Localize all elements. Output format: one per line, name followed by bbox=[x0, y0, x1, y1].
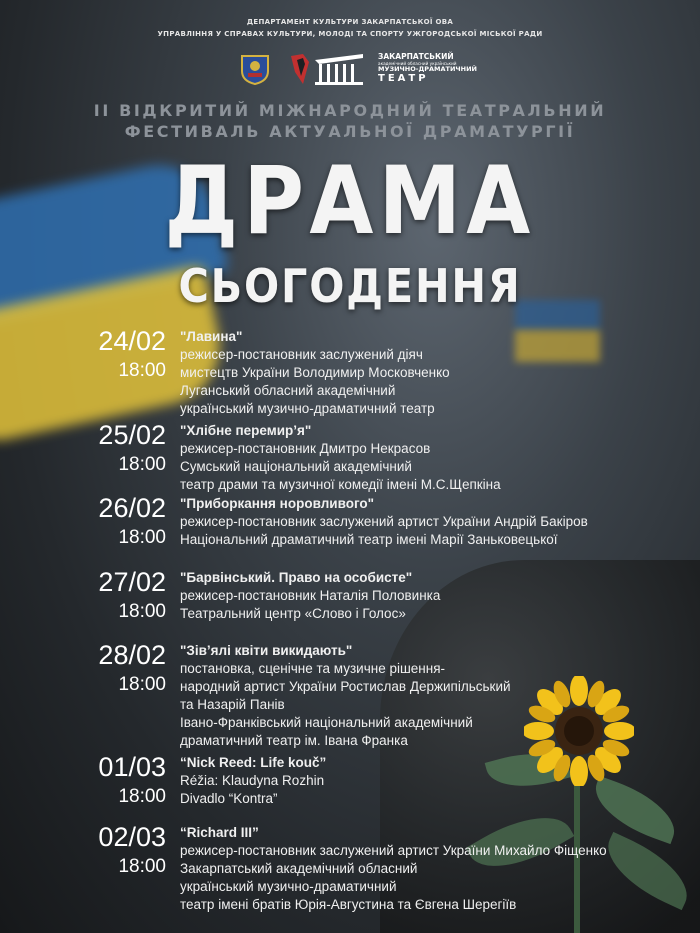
festival-line2: ФЕСТИВАЛЬ АКТУАЛЬНОЇ ДРАМАТУРГІЇ bbox=[124, 122, 576, 141]
organizer-header bbox=[0, 16, 700, 40]
event-detail-line: постановка, сценічне та музичне рішення- bbox=[180, 661, 446, 676]
event-details bbox=[180, 824, 690, 914]
theatre-logo-line2: академічний обласний український bbox=[378, 61, 457, 66]
theatre-logo-line3: МУЗИЧНО-ДРАМАТИЧНИЙ bbox=[378, 65, 477, 73]
event-title: “Nick Reed: Life kouč” bbox=[180, 755, 327, 770]
theatre-logo-line4: ТЕАТР bbox=[378, 73, 429, 84]
event-detail-line: Івано-Франківський національний академічний bbox=[180, 715, 473, 730]
event-date: 01/03 bbox=[98, 752, 166, 782]
event-detail-line: український музично-драматичний bbox=[180, 879, 397, 894]
event-details bbox=[180, 495, 690, 549]
event-detail-line: народний артист України Ростислав Держипільський bbox=[180, 679, 511, 694]
festival-line1: ІІ ВІДКРИТИЙ МІЖНАРОДНИЙ ТЕАТРАЛЬНИЙ bbox=[93, 101, 607, 120]
title-word-drama: ДРАМА bbox=[164, 147, 536, 256]
logo-row bbox=[0, 50, 700, 90]
theatre-logo-line1: ЗАКАРПАТСЬКИЙ bbox=[378, 52, 454, 61]
event-detail-line: режисер-постановник заслужений артист України Андрій Бакіров bbox=[180, 514, 588, 529]
event-time: 18:00 bbox=[118, 601, 166, 622]
event-details bbox=[180, 328, 690, 418]
event-time: 18:00 bbox=[118, 856, 166, 877]
event-date: 25/02 bbox=[98, 420, 166, 450]
event-detail-line: театр імені братів Юрія-Августина та Євгена Шерегіїв bbox=[180, 897, 517, 912]
event-title: "Лавина" bbox=[180, 329, 243, 344]
event-date: 02/03 bbox=[98, 822, 166, 852]
event-detail-line: та Назарій Панів bbox=[180, 697, 285, 712]
event-detail-line: театр драми та музичної комедії імені М.С.Щепкіна bbox=[180, 477, 501, 492]
event-detail-line: Сумський національний академічний bbox=[180, 459, 412, 474]
event-detail-line: Закарпатський академічний обласний bbox=[180, 861, 418, 876]
event-detail-line: Réžia: Klaudyna Rozhin bbox=[180, 773, 325, 788]
event-detail-line: мистецтв України Володимир Московченко bbox=[180, 365, 450, 380]
event-title: "Приборкання норовливого" bbox=[180, 496, 375, 511]
event-title: "Барвінський. Право на особисте" bbox=[180, 570, 413, 585]
event-detail-line: драматичний театр ім. Івана Франка bbox=[180, 733, 408, 748]
theatre-logo-text bbox=[378, 53, 478, 84]
event-details bbox=[180, 642, 690, 750]
event-detail-line: режисер-постановник заслужений діяч bbox=[180, 347, 423, 362]
event-date: 26/02 bbox=[98, 493, 166, 523]
event-detail-line: Театральний центр «Слово і Голос» bbox=[180, 606, 406, 621]
event-time: 18:00 bbox=[118, 786, 166, 807]
event-detail-line: Національний драматичний театр імені Марії Заньковецької bbox=[180, 532, 558, 547]
event-title: "Зів’ялі квіти викидають" bbox=[180, 643, 353, 658]
event-detail-line: режисер-постановник заслужений артист України Михайло Фіщенко bbox=[180, 843, 607, 858]
event-date: 27/02 bbox=[98, 567, 166, 597]
event-time: 18:00 bbox=[118, 360, 166, 381]
event-details bbox=[180, 569, 690, 623]
uzhhorod-coat-of-arms-icon bbox=[240, 53, 270, 85]
event-detail-line: режисер-постановник Наталія Половинка bbox=[180, 588, 441, 603]
event-detail-line: Луганський обласний академічний bbox=[180, 383, 396, 398]
event-date: 24/02 bbox=[98, 326, 166, 356]
event-detail-line: режисер-постановник Дмитро Некрасов bbox=[180, 441, 431, 456]
event-details bbox=[180, 422, 690, 494]
event-date: 28/02 bbox=[98, 640, 166, 670]
event-details bbox=[180, 754, 690, 808]
event-title: "Хлібне перемир’я" bbox=[180, 423, 312, 438]
event-detail-line: український музично-драматичний театр bbox=[180, 401, 435, 416]
festival-name bbox=[0, 100, 700, 142]
event-time: 18:00 bbox=[118, 527, 166, 548]
office-line: УПРАВЛІННЯ У СПРАВАХ КУЛЬТУРИ, МОЛОДІ ТА СПОРТУ УЖГОРОДСЬКОЇ МІСЬКОЇ РАДИ bbox=[157, 30, 543, 38]
theatre-building-logo-icon bbox=[289, 52, 365, 86]
title-word-sohodennia: СЬОГОДЕННЯ bbox=[178, 259, 522, 313]
event-title: “Richard III” bbox=[180, 825, 259, 840]
department-line: ДЕПАРТАМЕНТ КУЛЬТУРИ ЗАКАРПАТСЬКОЇ ОВА bbox=[246, 18, 454, 26]
event-time: 18:00 bbox=[118, 674, 166, 695]
event-time: 18:00 bbox=[118, 454, 166, 475]
event-detail-line: Divadlo “Kontra” bbox=[180, 791, 278, 806]
